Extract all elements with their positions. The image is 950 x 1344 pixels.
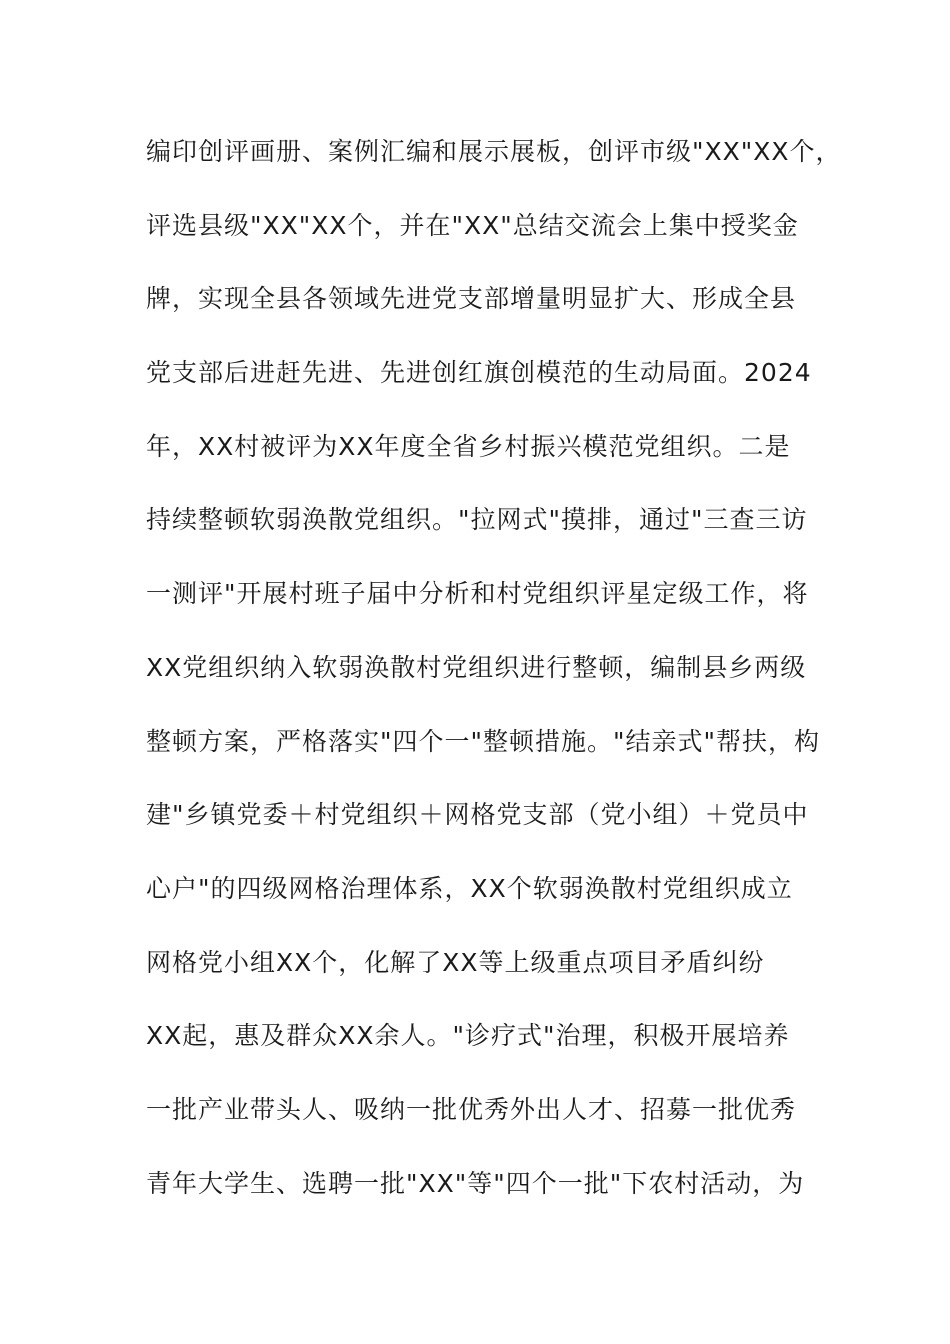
text-line: 青年大学生、选聘一批"XX"等"四个一批"下农村活动，为	[146, 1168, 805, 1198]
text-line: 持续整顿软弱涣散党组织。"拉网式"摸排，通过"三查三访	[146, 505, 808, 535]
text-line: 年，XX村被评为XX年度全省乡村振兴模范党组织。二是	[146, 431, 791, 461]
body-paragraph	[146, 128, 846, 1233]
text-line: 党支部后进赶先进、先进创红旗创模范的生动局面。2024	[146, 358, 812, 388]
text-line: 一测评"开展村班子届中分析和村党组织评星定级工作，将	[146, 579, 809, 609]
text-line: 评选县级"XX"XX个，并在"XX"总结交流会上集中授奖金	[146, 210, 799, 240]
text-line: 心户"的四级网格治理体系，XX个软弱涣散村党组织成立	[146, 873, 793, 903]
text-line: XX起，惠及群众XX余人。"诊疗式"治理，积极开展培养	[146, 1021, 790, 1051]
text-line: 一批产业带头人、吸纳一批优秀外出人才、招募一批优秀	[146, 1094, 797, 1124]
text-line: 建"乡镇党委＋村党组织＋网格党支部（党小组）＋党员中	[146, 800, 809, 830]
text-line: 整顿方案，严格落实"四个一"整顿措施。"结亲式"帮扶，构	[146, 726, 820, 756]
text-line: 编印创评画册、案例汇编和展示展板，创评市级"XX"XX个，	[146, 137, 842, 166]
text-line: XX党组织纳入软弱涣散村党组织进行整顿，编制县乡两级	[146, 652, 807, 682]
text-line: 牌，实现全县各领域先进党支部增量明显扩大、形成全县	[146, 284, 797, 314]
text-line: 网格党小组XX个，化解了XX等上级重点项目矛盾纠纷	[146, 947, 765, 977]
